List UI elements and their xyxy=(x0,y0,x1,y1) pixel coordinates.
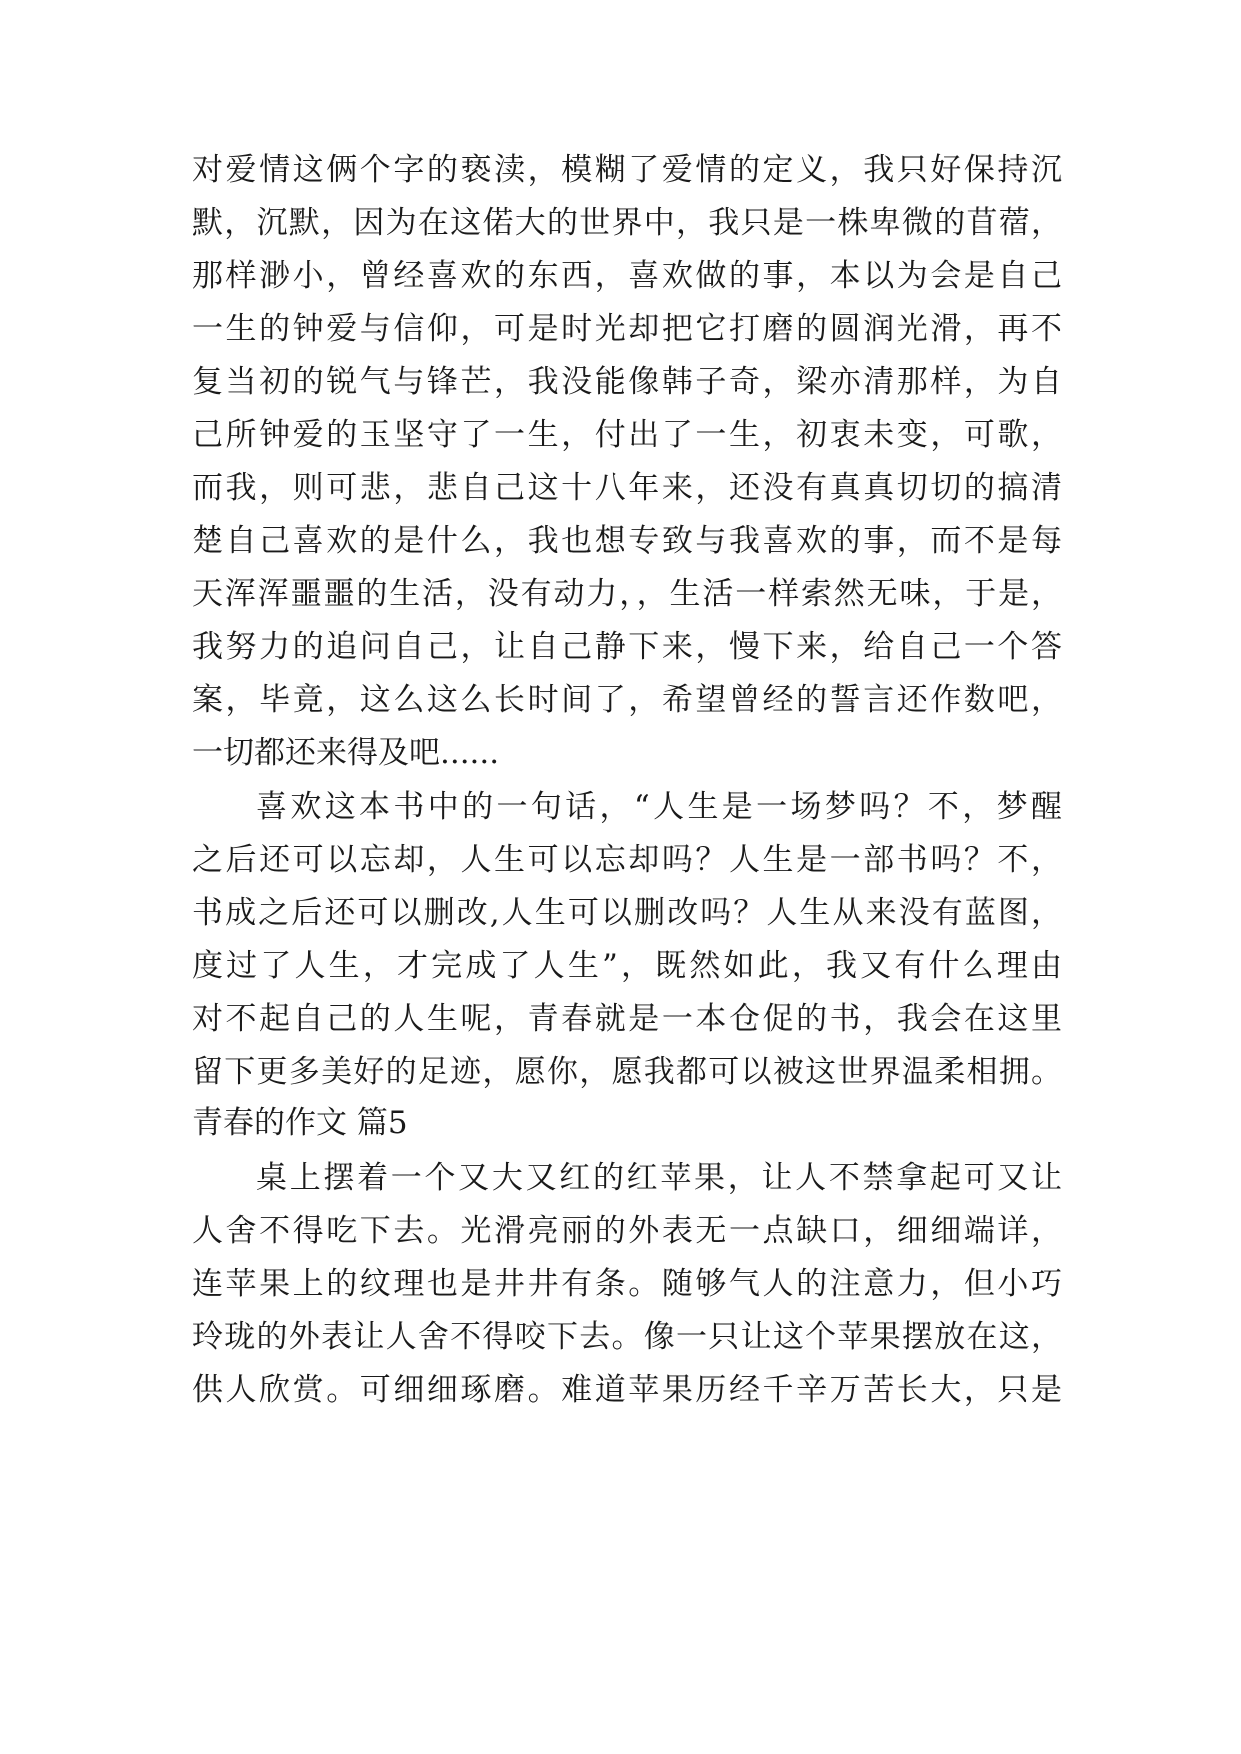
text-line: 复当初的锐气与锋芒，我没能像韩子奇，梁亦清那样，为自 xyxy=(192,364,1062,400)
text-line: 楚自己喜欢的是什么，我也想专致与我喜欢的事，而不是每 xyxy=(192,523,1062,559)
text-line: 人舍不得吃下去。光滑亮丽的外表无一点缺口，细细端详， xyxy=(192,1213,1062,1249)
text-line: 对爱情这俩个字的亵渎，模糊了爱情的定义，我只好保持沉 xyxy=(192,152,1062,188)
section-heading: 青春的作文 篇5 xyxy=(192,1105,408,1141)
text-line: 玲珑的外表让人舍不得咬下去。像一只让这个苹果摆放在这， xyxy=(192,1319,1062,1355)
text-line: 一生的钟爱与信仰，可是时光却把它打磨的圆润光滑，再不 xyxy=(192,311,1062,347)
text-line: 度过了人生，才完成了人生”，既然如此，我又有什么理由 xyxy=(192,948,1062,984)
text-line: 连苹果上的纹理也是井井有条。随够气人的注意力，但小巧 xyxy=(192,1266,1062,1302)
text-line: 那样渺小，曾经喜欢的东西，喜欢做的事，本以为会是自己 xyxy=(192,258,1062,294)
text-line: 而我，则可悲，悲自己这十八年来，还没有真真切切的搞清 xyxy=(192,470,1062,506)
text-line: 留下更多美好的足迹，愿你，愿我都可以被这世界温柔相拥。 xyxy=(192,1054,1062,1090)
text-line: 案，毕竟，这么这么长时间了，希望曾经的誓言还作数吧， xyxy=(192,682,1062,718)
paragraph-first-line: 桌上摆着一个又大又红的红苹果，让人不禁拿起可又让 xyxy=(256,1160,1062,1196)
text-line: 我努力的追问自己，让自己静下来，慢下来，给自己一个答 xyxy=(192,629,1062,665)
text-line: 默，沉默，因为在这偌大的世界中，我只是一株卑微的苜蓿， xyxy=(192,205,1062,241)
text-line: 供人欣赏。可细细琢磨。难道苹果历经千辛万苦长大，只是 xyxy=(192,1372,1062,1408)
text-line: 一切都还来得及吧...... xyxy=(192,735,500,771)
text-line: 己所钟爱的玉坚守了一生，付出了一生，初衷未变，可歌， xyxy=(192,417,1062,453)
text-line: 之后还可以忘却，人生可以忘却吗？人生是一部书吗？不， xyxy=(192,842,1062,878)
text-line: 对不起自己的人生呢，青春就是一本仓促的书，我会在这里 xyxy=(192,1001,1062,1037)
text-line: 书成之后还可以删改,人生可以删改吗？人生从来没有蓝图， xyxy=(192,895,1062,931)
paragraph-first-line: 喜欢这本书中的一句话，“人生是一场梦吗？不，梦醒 xyxy=(256,789,1062,825)
text-line: 天浑浑噩噩的生活，没有动力，，生活一样索然无味，于是， xyxy=(192,576,1062,612)
